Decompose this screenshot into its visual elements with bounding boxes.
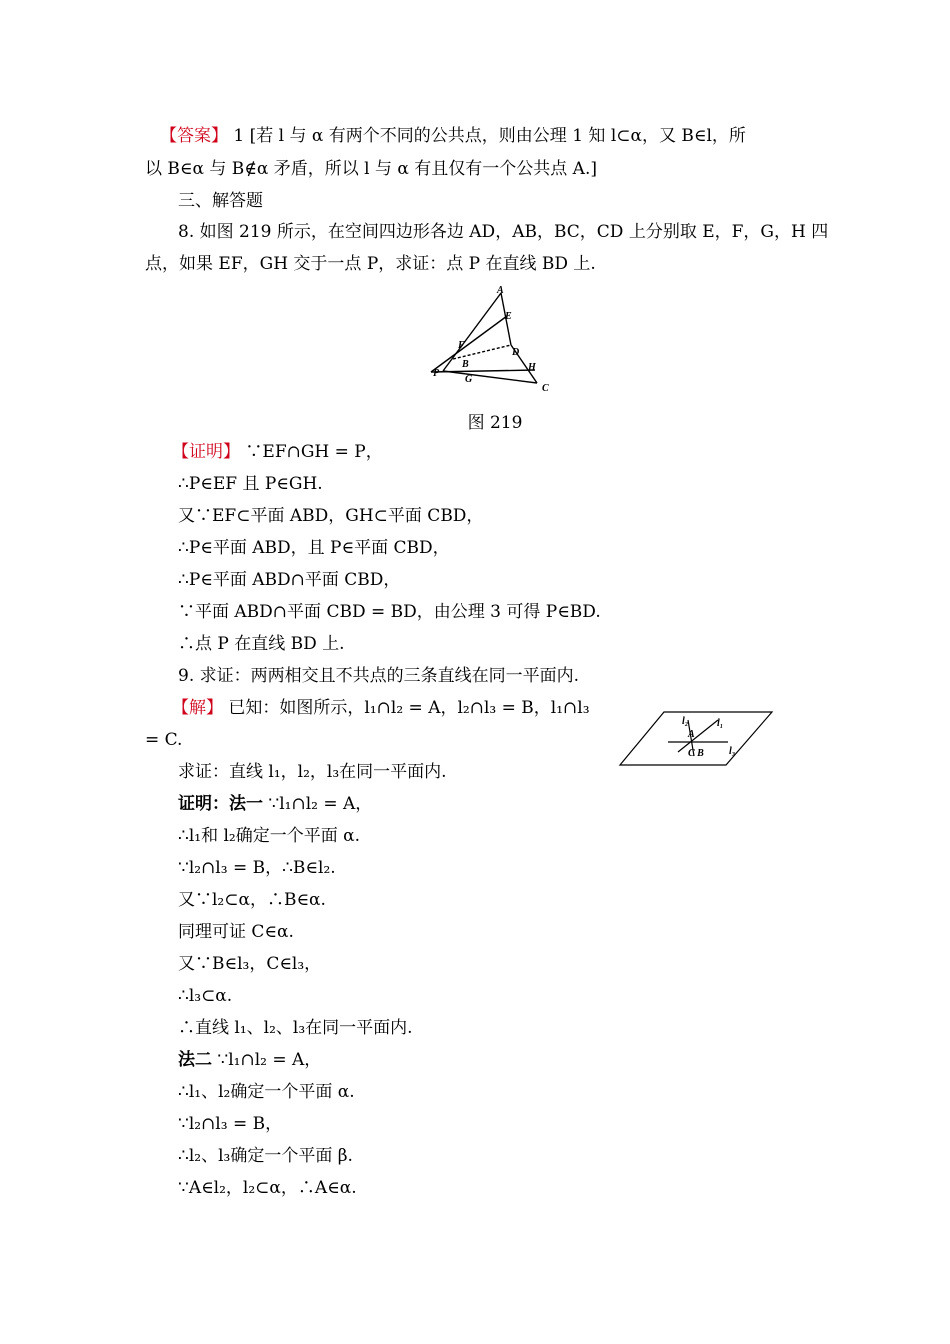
proof-line-5: ∴P∈平面 ABD∩平面 CBD，: [178, 570, 401, 590]
proof-line-3: 又∵EF⊂平面 ABD，GH⊂平面 CBD，: [178, 506, 484, 526]
label-l1: l₁: [717, 718, 724, 729]
proof-line-1: 【证明】 ∵EF∩GH = P，: [172, 442, 383, 462]
proof-line-2: ∴P∈EF 且 P∈GH.: [178, 474, 323, 494]
method-2-line-1: 法二 ∵l₁∩l₂ = A，: [178, 1050, 322, 1070]
proof-line-4: ∴P∈平面 ABD，且 P∈平面 CBD，: [178, 538, 450, 558]
method-1-line-3: ∵l₂∩l₃ = B，∴B∈l₂.: [178, 858, 336, 878]
label-H: H: [528, 362, 536, 373]
edge-BC: [443, 371, 537, 383]
label-D: D: [512, 347, 520, 358]
method-1-tag: 证明：法一: [178, 794, 263, 814]
problem-8-line-2: 点，如果 EF，GH 交于一点 P，求证：点 P 在直线 BD 上.: [145, 254, 596, 274]
label-P: P: [433, 368, 440, 379]
solution-line-1: 【解】 已知：如图所示，l₁∩l₂ = A，l₂∩l₃ = B，l₁∩l₃: [172, 698, 590, 718]
proof-line-7: ∴点 P 在直线 BD 上.: [178, 634, 345, 654]
method-1-line-1: 证明：法一 ∵l₁∩l₂ = A，: [178, 794, 373, 814]
label-A: A: [497, 285, 504, 296]
method-2-line-3: ∵l₂∩l₃ = B，: [178, 1114, 283, 1134]
method-2-line-2: ∴l₁、l₂确定一个平面 α.: [178, 1082, 355, 1102]
label-C: C: [542, 383, 549, 394]
label-E: E: [505, 311, 512, 322]
method-1-line-2: ∴l₁和 l₂确定一个平面 α.: [178, 826, 361, 846]
line-PE: [431, 316, 507, 372]
answer-tag: 【答案】: [160, 126, 228, 146]
method-1-line-4: 又∵l₂⊂α，∴B∈α.: [178, 890, 326, 910]
problem-9: 9. 求证：两两相交且不共点的三条直线在同一平面内.: [178, 666, 580, 686]
solution-line-3: 求证：直线 l₁，l₂，l₃在同一平面内.: [178, 762, 447, 782]
method-2-line-5: ∵A∈l₂，l₂⊂α，∴A∈α.: [178, 1178, 357, 1198]
label-B: B: [462, 359, 469, 370]
answer-line-2: 以 B∈α 与 B∉α 矛盾，所以 l 与 α 有且仅有一个公共点 A.]: [145, 159, 597, 179]
plane-figure: [618, 708, 778, 770]
edge-AB: [443, 293, 501, 371]
figure-caption: 图 219: [467, 413, 523, 433]
answer-line-1: 【答案】 1 [若 l 与 α 有两个不同的公共点，则由公理 1 知 l⊂α，又 B∈l，所: [160, 126, 746, 146]
proof-line-6: ∵平面 ABD∩平面 CBD = BD，由公理 3 可得 P∈BD.: [178, 602, 601, 622]
method-2-line-4: ∴l₂、l₃确定一个平面 β.: [178, 1146, 353, 1166]
method-1-line-5: 同理可证 C∈α.: [178, 922, 294, 942]
label-A2: A: [688, 729, 695, 740]
label-l3: l₃: [729, 746, 736, 757]
method-1-line-6: 又∵B∈l₃，C∈l₃，: [178, 954, 322, 974]
line-PH: [431, 370, 535, 372]
solution-line-2: = C.: [145, 730, 183, 750]
label-l2: l₂: [682, 716, 689, 727]
label-CB: C B: [688, 748, 704, 759]
problem-8-line-1: 8. 如图 219 所示，在空间四边形各边 AD，AB，BC，CD 上分别取 E，F，G，H 四: [178, 222, 829, 242]
label-G: G: [465, 374, 473, 385]
proof-tag: 【证明】: [172, 442, 240, 462]
section-heading: 三、解答题: [178, 191, 263, 211]
solution-tag: 【解】: [172, 698, 223, 718]
method-2-tag: 法二: [178, 1050, 212, 1070]
method-1-line-8: ∴直线 l₁、l₂、l₃在同一平面内.: [178, 1018, 413, 1038]
figure-219: [425, 283, 565, 398]
label-F: F: [458, 340, 465, 351]
method-1-line-7: ∴l₃⊂α.: [178, 986, 233, 1006]
